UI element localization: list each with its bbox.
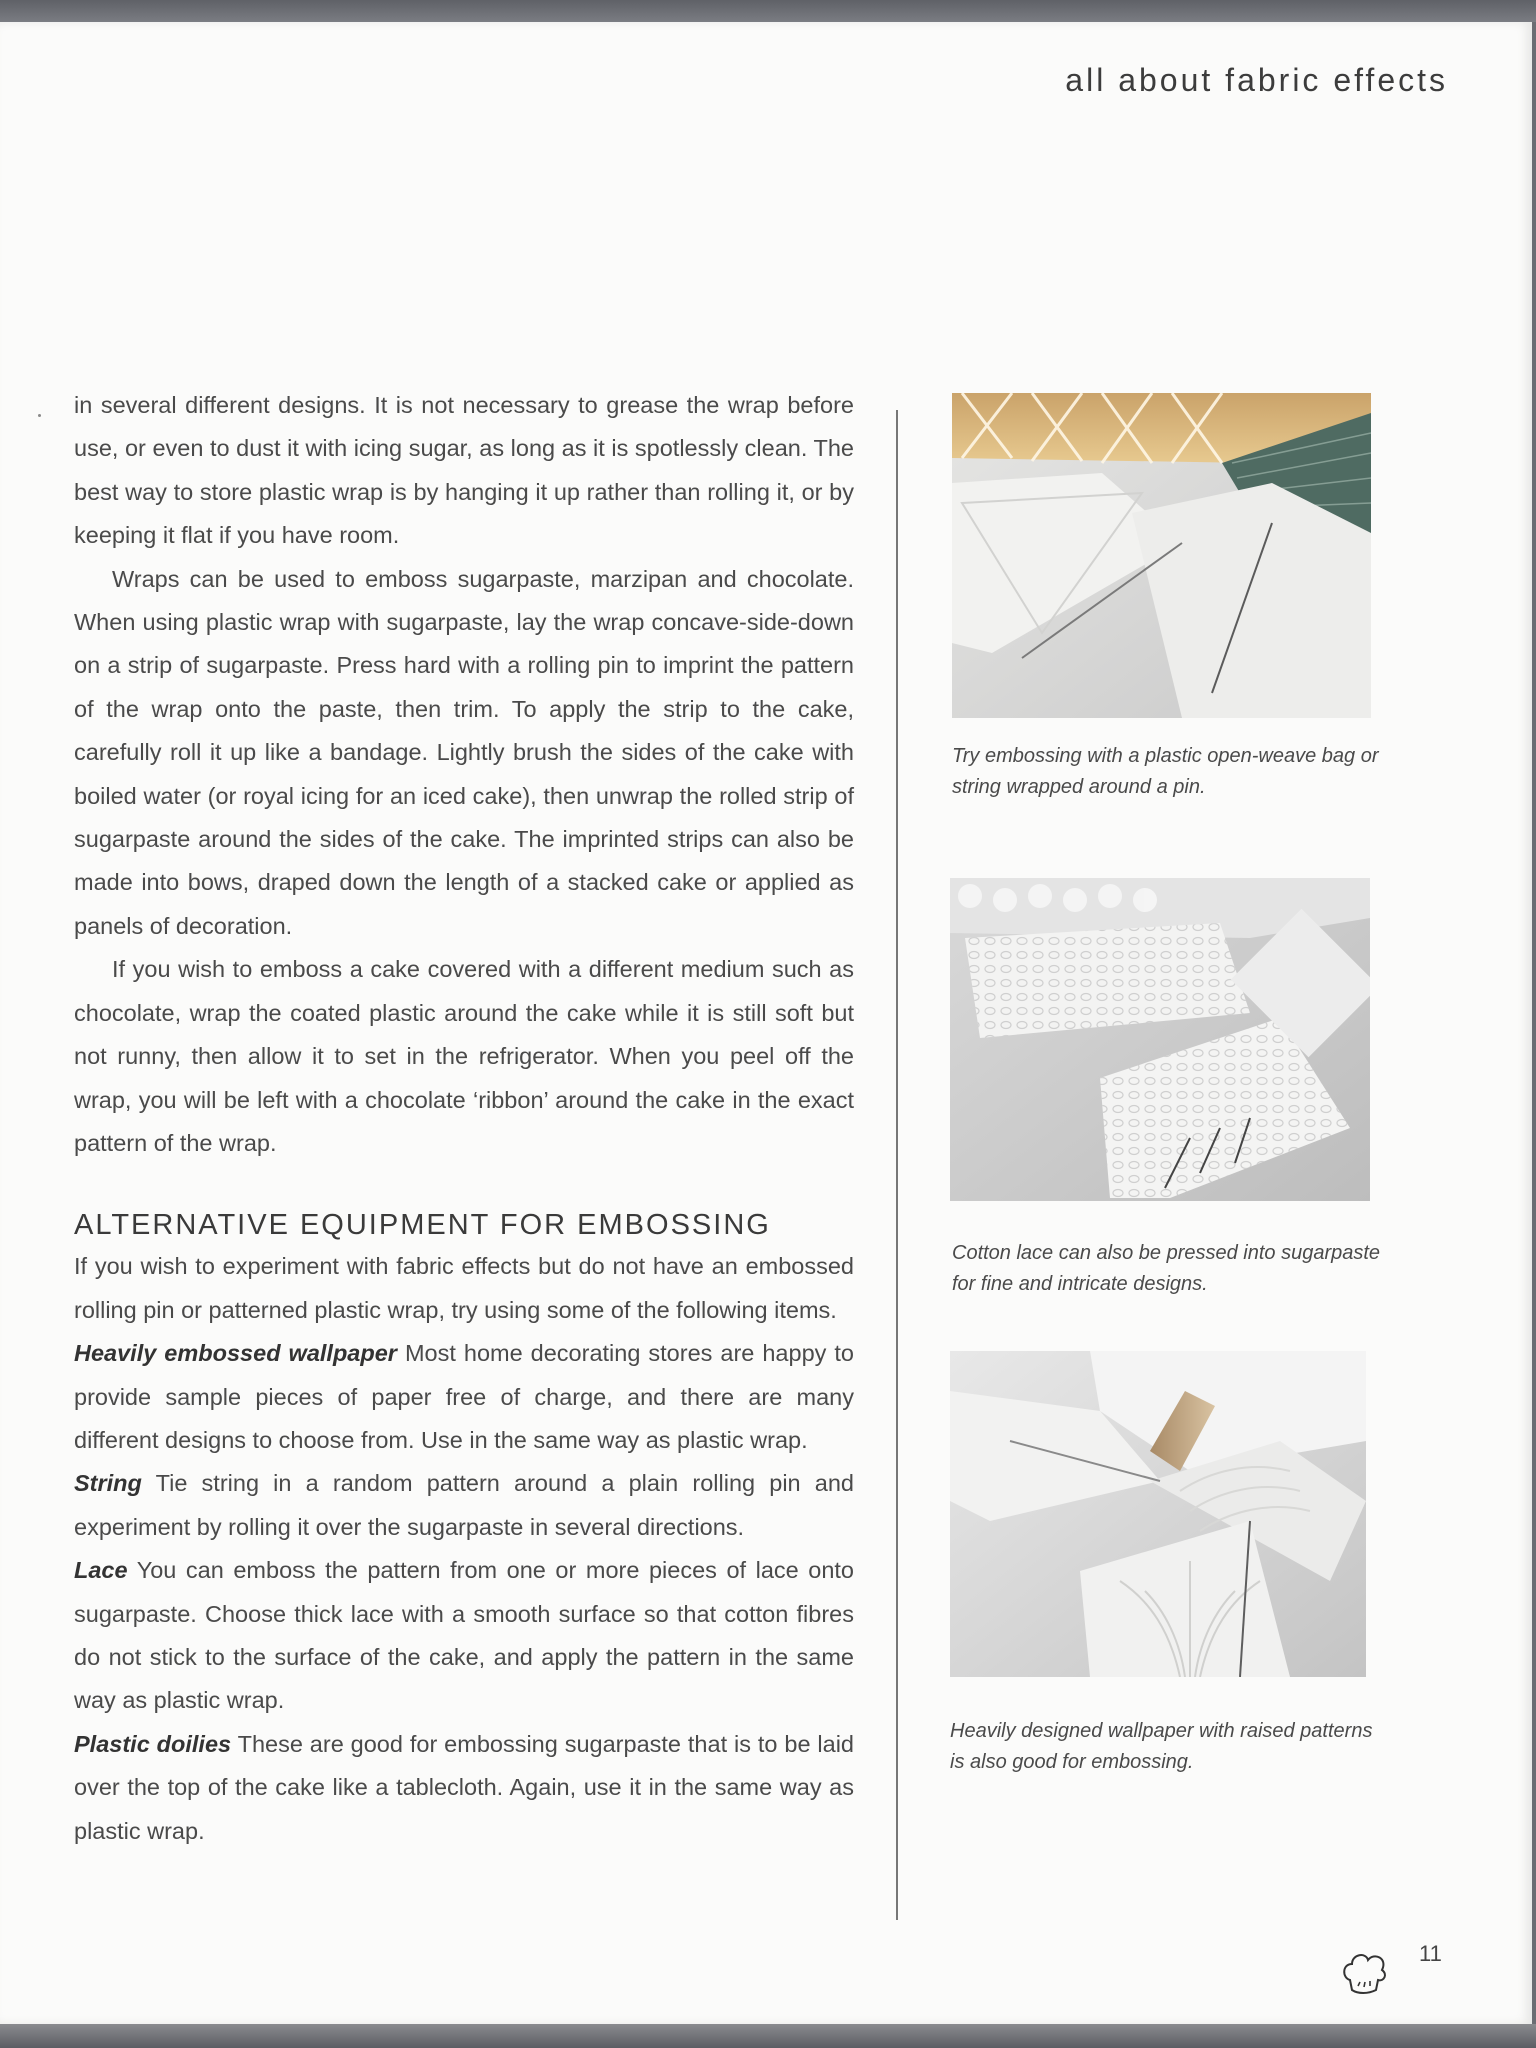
photo-cotton-lace [950, 878, 1370, 1201]
item-text: Most home decorating stores are happy to provide sample pieces of paper free of charge, and there are many different designs to choose from. Use in the same way as plastic wrap. [74, 1340, 854, 1453]
caption-photo-3: Heavily designed wallpaper with raised patterns is also good for embossing. [950, 1720, 1373, 1773]
photo-embossed-wallpaper [950, 1351, 1366, 1677]
section-intro: If you wish to experiment with fabric effects but do not have an embossed rolling pin or patterned plastic wrap, try using some of the following items. [74, 1253, 854, 1323]
item-text: You can emboss the pattern from one or more pieces of lace onto sugarpaste. Choose thick lace with a smooth surface so that cotton fibres do not stick to the surface of the cake, and apply the pattern in the same way as plastic wrap. [74, 1557, 854, 1714]
chef-hat-icon [1340, 1946, 1390, 1998]
caption-photo-2: Cotton lace can also be pressed into sugarpaste for fine and intricate designs. [952, 1242, 1381, 1295]
item-string [74, 1462, 854, 1549]
body-paragraph-2: Wraps can be used to emboss sugarpaste, marzipan and chocolate. When using plastic wrap with sugarpaste, lay the wrap concave-side-down on a strip of sugarpaste. Press hard with a rolling pin to imprint the pattern of the wrap onto the paste, then trim. To apply the strip to the cake, carefully roll it up like a bandage. Lightly brush the sides of the cake with boiled water (or royal icing for an iced cake), then unwrap the rolled strip of sugarpaste around the sides of the cake. The imprinted strips can also be made into bows, draped down the length of a stacked cake or applied as panels of decoration. [74, 565, 854, 939]
item-text: Tie string in a random pattern around a plain rolling pin and experiment by rolling it over the sugarpaste in several directions. [74, 1470, 854, 1540]
body-column [74, 384, 854, 1853]
item-term: String [74, 1470, 142, 1497]
section-heading: ALTERNATIVE EQUIPMENT FOR EMBOSSING [74, 1209, 771, 1242]
margin-dot [38, 414, 41, 417]
item-term: Plastic doilies [74, 1730, 232, 1757]
photo-open-weave-bag [952, 393, 1371, 718]
scan-edge-bottom [0, 2024, 1536, 2048]
caption-photo-1: Try embossing with a plastic open-weave bag or string wrapped around a pin. [952, 745, 1379, 798]
item-doilies [74, 1723, 854, 1853]
book-page [0, 22, 1532, 2024]
scan-edge-top [0, 0, 1536, 22]
item-lace [74, 1549, 854, 1723]
item-term: Lace [74, 1557, 128, 1584]
item-wallpaper [74, 1332, 854, 1462]
page-number: 11 [1419, 1941, 1442, 1966]
item-text: These are good for embossing sugarpaste that is to be laid over the top of the cake like a tablecloth. Again, use it in the same way as plastic wrap. [74, 1730, 854, 1844]
body-paragraph-1: in several different designs. It is not necessary to grease the wrap before use, or even to dust it with icing sugar, as long as it is spotlessly clean. The best way to store plastic wrap is by hanging it up rather than rolling it, or by keeping it flat if you have room. [74, 392, 854, 549]
item-term: Heavily embossed wallpaper [74, 1340, 397, 1367]
body-paragraph-3: If you wish to emboss a cake covered with a different medium such as chocolate, wrap the coated plastic around the cake while it is still soft but not runny, then allow it to set in the refrigerator. When you peel off the wrap, you will be left with a chocolate ‘ribbon’ around the cake in the exact pattern of the wrap. [74, 956, 854, 1156]
column-divider [896, 410, 898, 1920]
running-head: all about fabric effects [1065, 62, 1448, 98]
